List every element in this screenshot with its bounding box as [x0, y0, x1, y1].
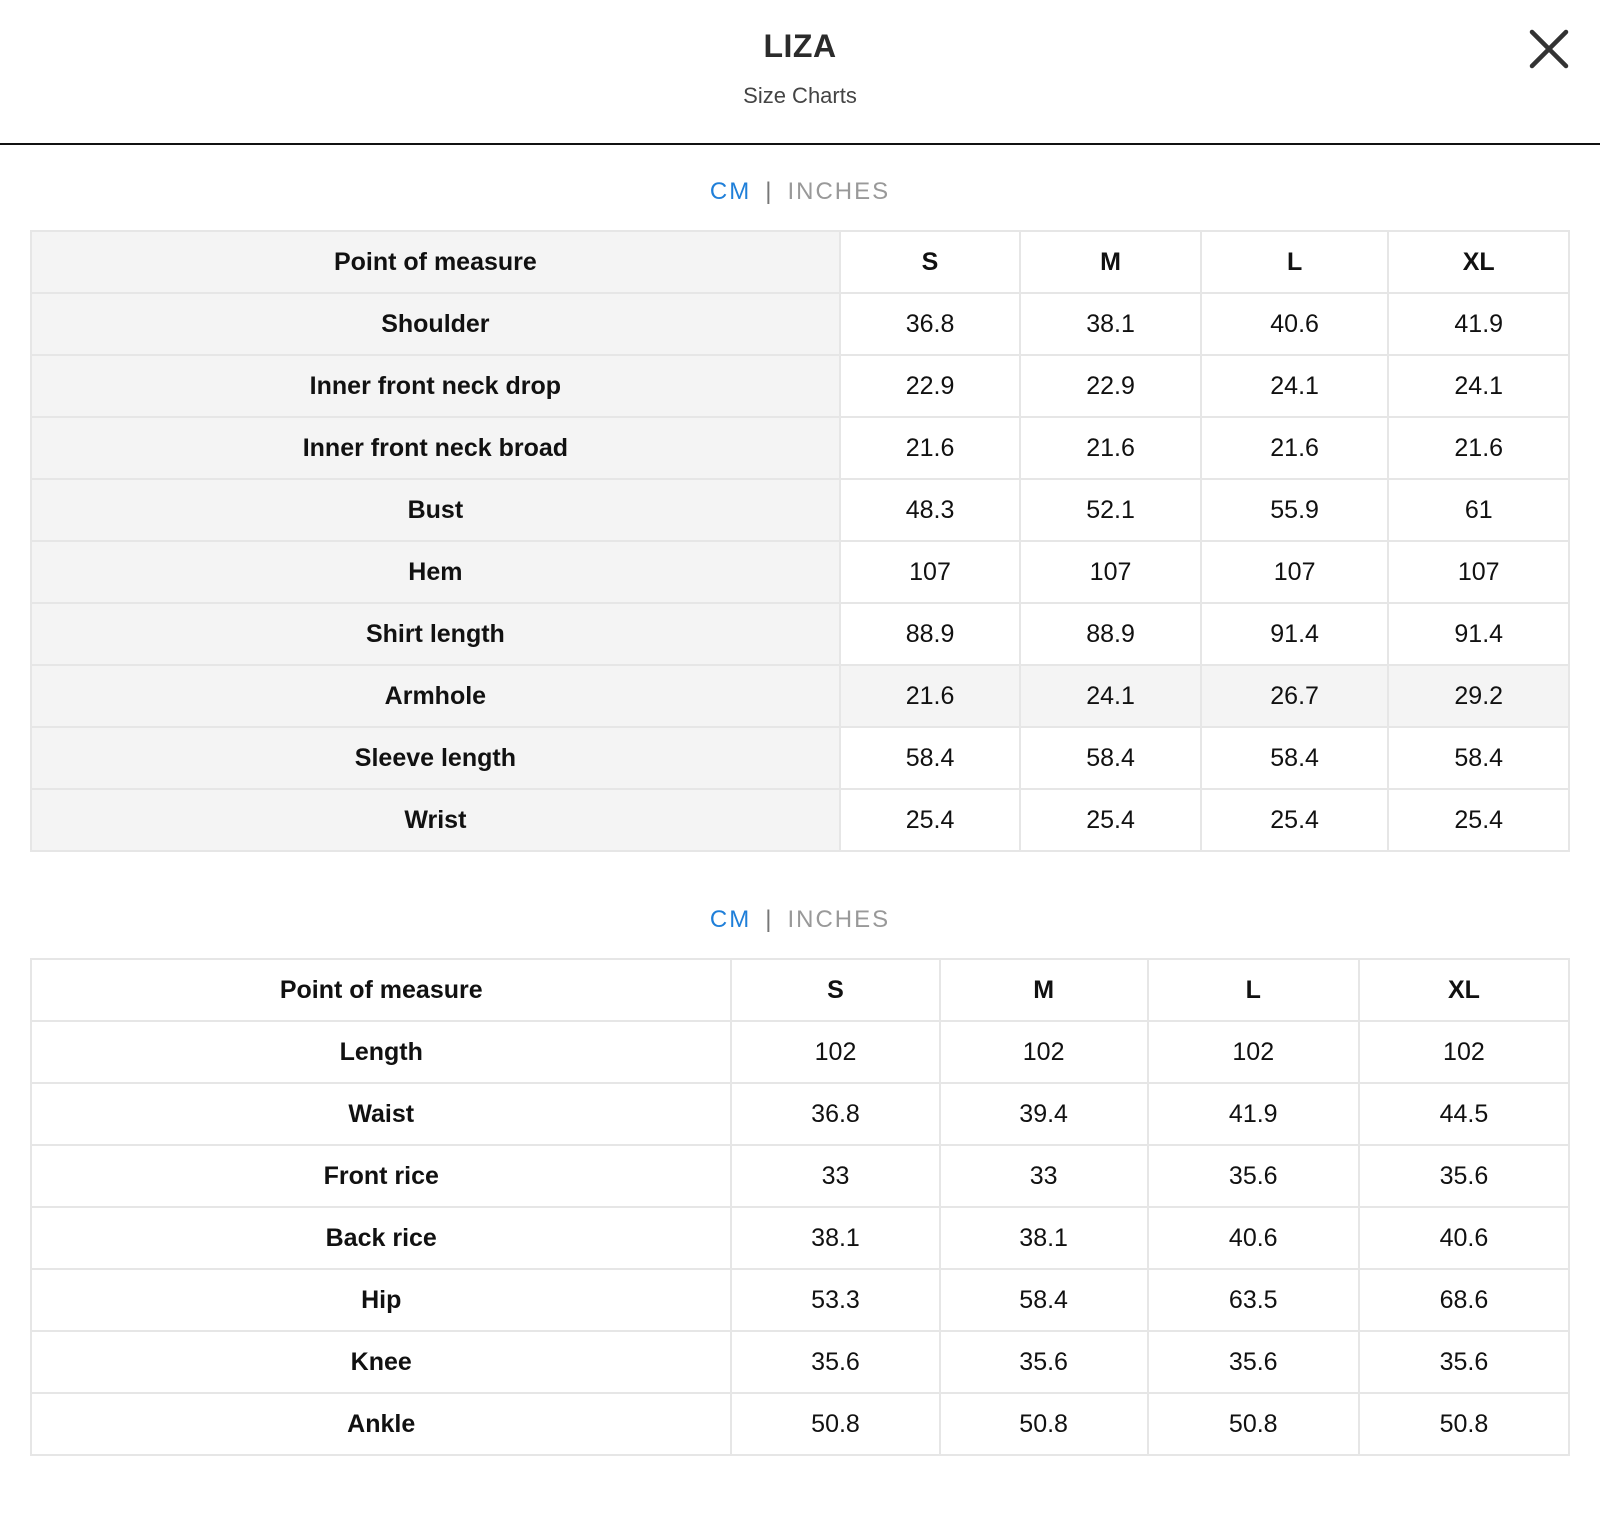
table-cell: 50.8 [940, 1393, 1148, 1455]
table-cell: 21.6 [840, 417, 1021, 479]
unit-separator: | [765, 906, 774, 933]
row-label: Armhole [31, 665, 840, 727]
table-cell: 35.6 [731, 1331, 939, 1393]
table-row [31, 789, 1569, 851]
table-cell: 29.2 [1388, 665, 1569, 727]
table-row [31, 1331, 1569, 1393]
size-chart-table-bottom [30, 958, 1570, 1456]
table-row [31, 479, 1569, 541]
table-cell: 40.6 [1201, 293, 1389, 355]
column-header: XL [1359, 959, 1569, 1021]
table-cell: 33 [731, 1145, 939, 1207]
column-header: Point of measure [31, 231, 840, 293]
table-cell: 39.4 [940, 1083, 1148, 1145]
table-row [31, 603, 1569, 665]
table-header-row [31, 959, 1569, 1021]
table-cell: 102 [940, 1021, 1148, 1083]
table-cell: 22.9 [1020, 355, 1201, 417]
table-cell: 35.6 [940, 1331, 1148, 1393]
row-label: Shirt length [31, 603, 840, 665]
table-cell: 40.6 [1148, 1207, 1359, 1269]
row-label: Shoulder [31, 293, 840, 355]
table-cell: 38.1 [940, 1207, 1148, 1269]
table-cell: 24.1 [1201, 355, 1389, 417]
unit-toggle [0, 178, 1600, 206]
table-row [31, 1021, 1569, 1083]
row-label: Knee [31, 1331, 731, 1393]
table-row [31, 417, 1569, 479]
table-cell: 38.1 [731, 1207, 939, 1269]
table-cell: 36.8 [731, 1083, 939, 1145]
modal-header [0, 0, 1600, 145]
table-cell: 21.6 [1020, 417, 1201, 479]
table-cell: 102 [731, 1021, 939, 1083]
unit-cm-button[interactable]: CM [709, 178, 752, 205]
table-cell: 50.8 [1148, 1393, 1359, 1455]
table-cell: 21.6 [1388, 417, 1569, 479]
table-cell: 35.6 [1148, 1331, 1359, 1393]
table-row [31, 727, 1569, 789]
table-cell: 21.6 [840, 665, 1021, 727]
row-label: Inner front neck drop [31, 355, 840, 417]
close-button[interactable] [1526, 24, 1574, 72]
table-cell: 36.8 [840, 293, 1021, 355]
table-cell: 25.4 [1388, 789, 1569, 851]
table-cell: 58.4 [840, 727, 1021, 789]
row-label: Bust [31, 479, 840, 541]
table-cell: 38.1 [1020, 293, 1201, 355]
table-cell: 25.4 [1201, 789, 1389, 851]
table-cell: 41.9 [1388, 293, 1569, 355]
unit-separator: | [765, 178, 774, 205]
table-cell: 50.8 [731, 1393, 939, 1455]
table-cell: 68.6 [1359, 1269, 1569, 1331]
table-cell: 25.4 [840, 789, 1021, 851]
table-cell: 24.1 [1388, 355, 1569, 417]
table-cell: 107 [840, 541, 1021, 603]
table-cell: 91.4 [1388, 603, 1569, 665]
table-cell: 22.9 [840, 355, 1021, 417]
table-cell: 41.9 [1148, 1083, 1359, 1145]
column-header: M [940, 959, 1148, 1021]
unit-inches-button[interactable]: INCHES [787, 906, 891, 933]
row-label: Length [31, 1021, 731, 1083]
table-cell: 63.5 [1148, 1269, 1359, 1331]
page-subtitle: Size Charts [743, 83, 857, 108]
row-label: Front rice [31, 1145, 731, 1207]
table-cell: 88.9 [1020, 603, 1201, 665]
table-cell: 50.8 [1359, 1393, 1569, 1455]
table-cell: 58.4 [1020, 727, 1201, 789]
table-cell: 91.4 [1201, 603, 1389, 665]
table-cell: 102 [1359, 1021, 1569, 1083]
column-header: M [1020, 231, 1201, 293]
table-cell: 58.4 [1388, 727, 1569, 789]
table-row [31, 665, 1569, 727]
table-cell: 40.6 [1359, 1207, 1569, 1269]
row-label: Waist [31, 1083, 731, 1145]
table-row [31, 541, 1569, 603]
row-label: Back rice [31, 1207, 731, 1269]
column-header: L [1201, 231, 1389, 293]
table-row [31, 1207, 1569, 1269]
table-cell: 102 [1148, 1021, 1359, 1083]
column-header: L [1148, 959, 1359, 1021]
close-icon [1526, 24, 1574, 72]
table-row [31, 1083, 1569, 1145]
table-cell: 26.7 [1201, 665, 1389, 727]
table-cell: 88.9 [840, 603, 1021, 665]
row-label: Hip [31, 1269, 731, 1331]
column-header: Point of measure [31, 959, 731, 1021]
table-cell: 53.3 [731, 1269, 939, 1331]
table-cell: 52.1 [1020, 479, 1201, 541]
table-cell: 48.3 [840, 479, 1021, 541]
row-label: Hem [31, 541, 840, 603]
table-cell: 21.6 [1201, 417, 1389, 479]
unit-toggle [0, 906, 1600, 934]
table-cell: 58.4 [1201, 727, 1389, 789]
table-row [31, 355, 1569, 417]
page-title: LIZA [763, 28, 837, 64]
size-chart-table-top [30, 230, 1570, 852]
table-cell: 25.4 [1020, 789, 1201, 851]
table-cell: 33 [940, 1145, 1148, 1207]
table-cell: 24.1 [1020, 665, 1201, 727]
table-cell: 44.5 [1359, 1083, 1569, 1145]
row-label: Wrist [31, 789, 840, 851]
table-cell: 107 [1388, 541, 1569, 603]
row-label: Ankle [31, 1393, 731, 1455]
table-cell: 61 [1388, 479, 1569, 541]
column-header: XL [1388, 231, 1569, 293]
table-header-row [31, 231, 1569, 293]
table-cell: 55.9 [1201, 479, 1389, 541]
unit-inches-button[interactable]: INCHES [787, 178, 891, 205]
table-cell: 35.6 [1359, 1145, 1569, 1207]
table-cell: 107 [1020, 541, 1201, 603]
row-label: Inner front neck broad [31, 417, 840, 479]
table-row [31, 1269, 1569, 1331]
table-cell: 107 [1201, 541, 1389, 603]
unit-cm-button[interactable]: CM [709, 906, 752, 933]
table-cell: 35.6 [1148, 1145, 1359, 1207]
column-header: S [731, 959, 939, 1021]
table-cell: 58.4 [940, 1269, 1148, 1331]
column-header: S [840, 231, 1021, 293]
row-label: Sleeve length [31, 727, 840, 789]
table-row [31, 293, 1569, 355]
table-row [31, 1393, 1569, 1455]
table-row [31, 1145, 1569, 1207]
table-cell: 35.6 [1359, 1331, 1569, 1393]
